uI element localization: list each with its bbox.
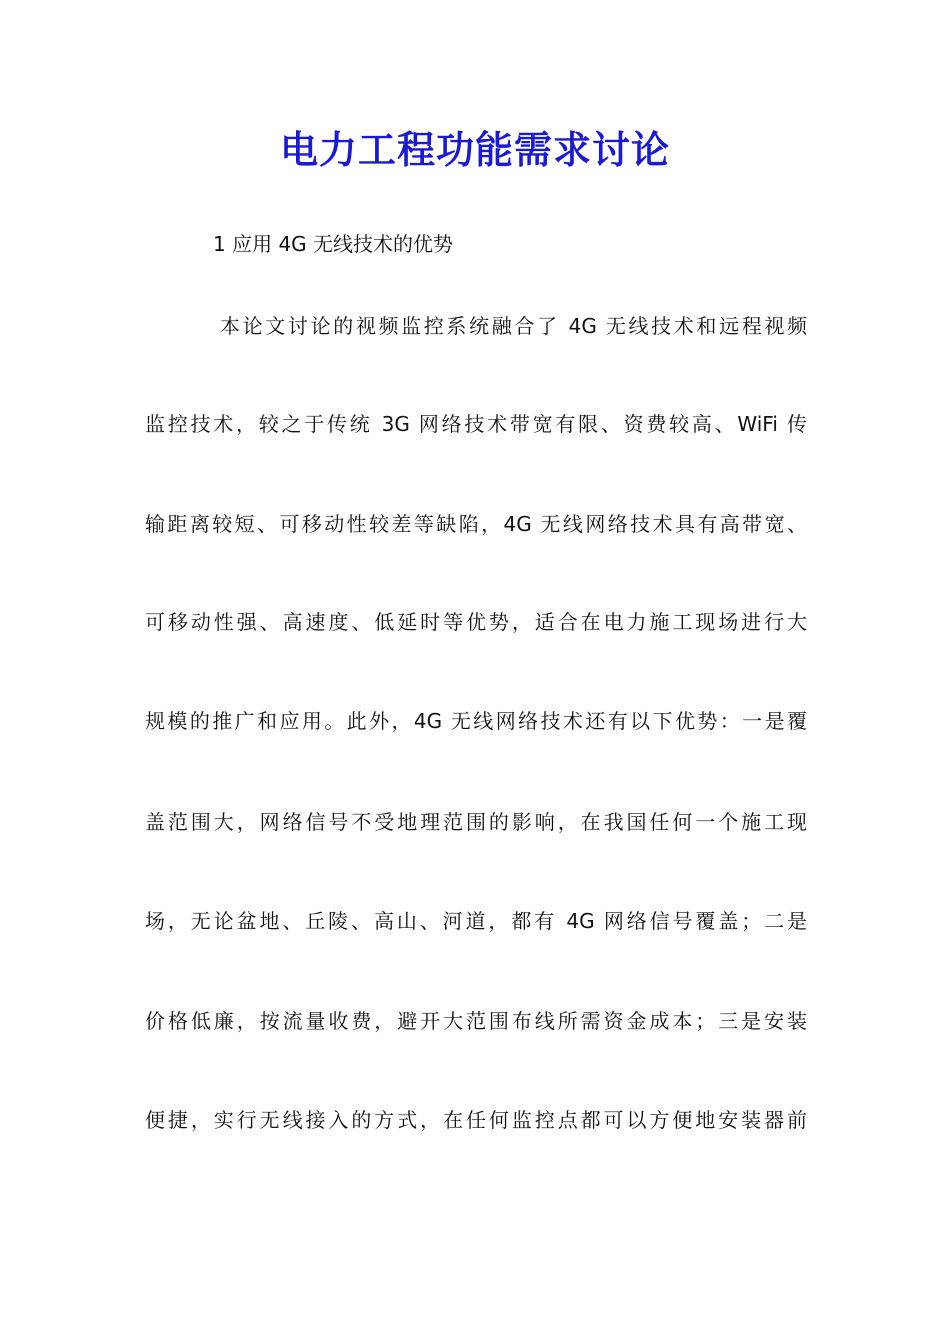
document-title: 电力工程功能需求讨论 (279, 127, 670, 172)
paragraph-line: 规模的推广和应用。此外，4G 无线网络技术还有以下优势：一是覆 (145, 709, 807, 733)
paragraph-line: 输距离较短、可移动性较差等缺陷，4G 无线网络技术具有高带宽、 (145, 512, 807, 536)
paragraph-line: 便捷，实行无线接入的方式，在任何监控点都可以方便地安装器前 (145, 1108, 807, 1132)
paragraph-line: 本论文讨论的视频监控系统融合了 4G 无线技术和远程视频 (220, 314, 807, 338)
section-heading: 1 应用 4G 无线技术的优势 (213, 232, 454, 256)
paragraph-line: 可移动性强、高速度、低延时等优势，适合在电力施工现场进行大 (145, 610, 807, 634)
paragraph-line: 价格低廉，按流量收费，避开大范围布线所需资金成本；三是安装 (145, 1009, 807, 1033)
paragraph-line: 盖范围大，网络信号不受地理范围的影响，在我国任何一个施工现 (145, 810, 807, 834)
paragraph-line: 场，无论盆地、丘陵、高山、河道，都有 4G 网络信号覆盖；二是 (145, 909, 807, 933)
paragraph-line: 监控技术，较之于传统 3G 网络技术带宽有限、资费较高、WiFi 传 (145, 412, 807, 436)
